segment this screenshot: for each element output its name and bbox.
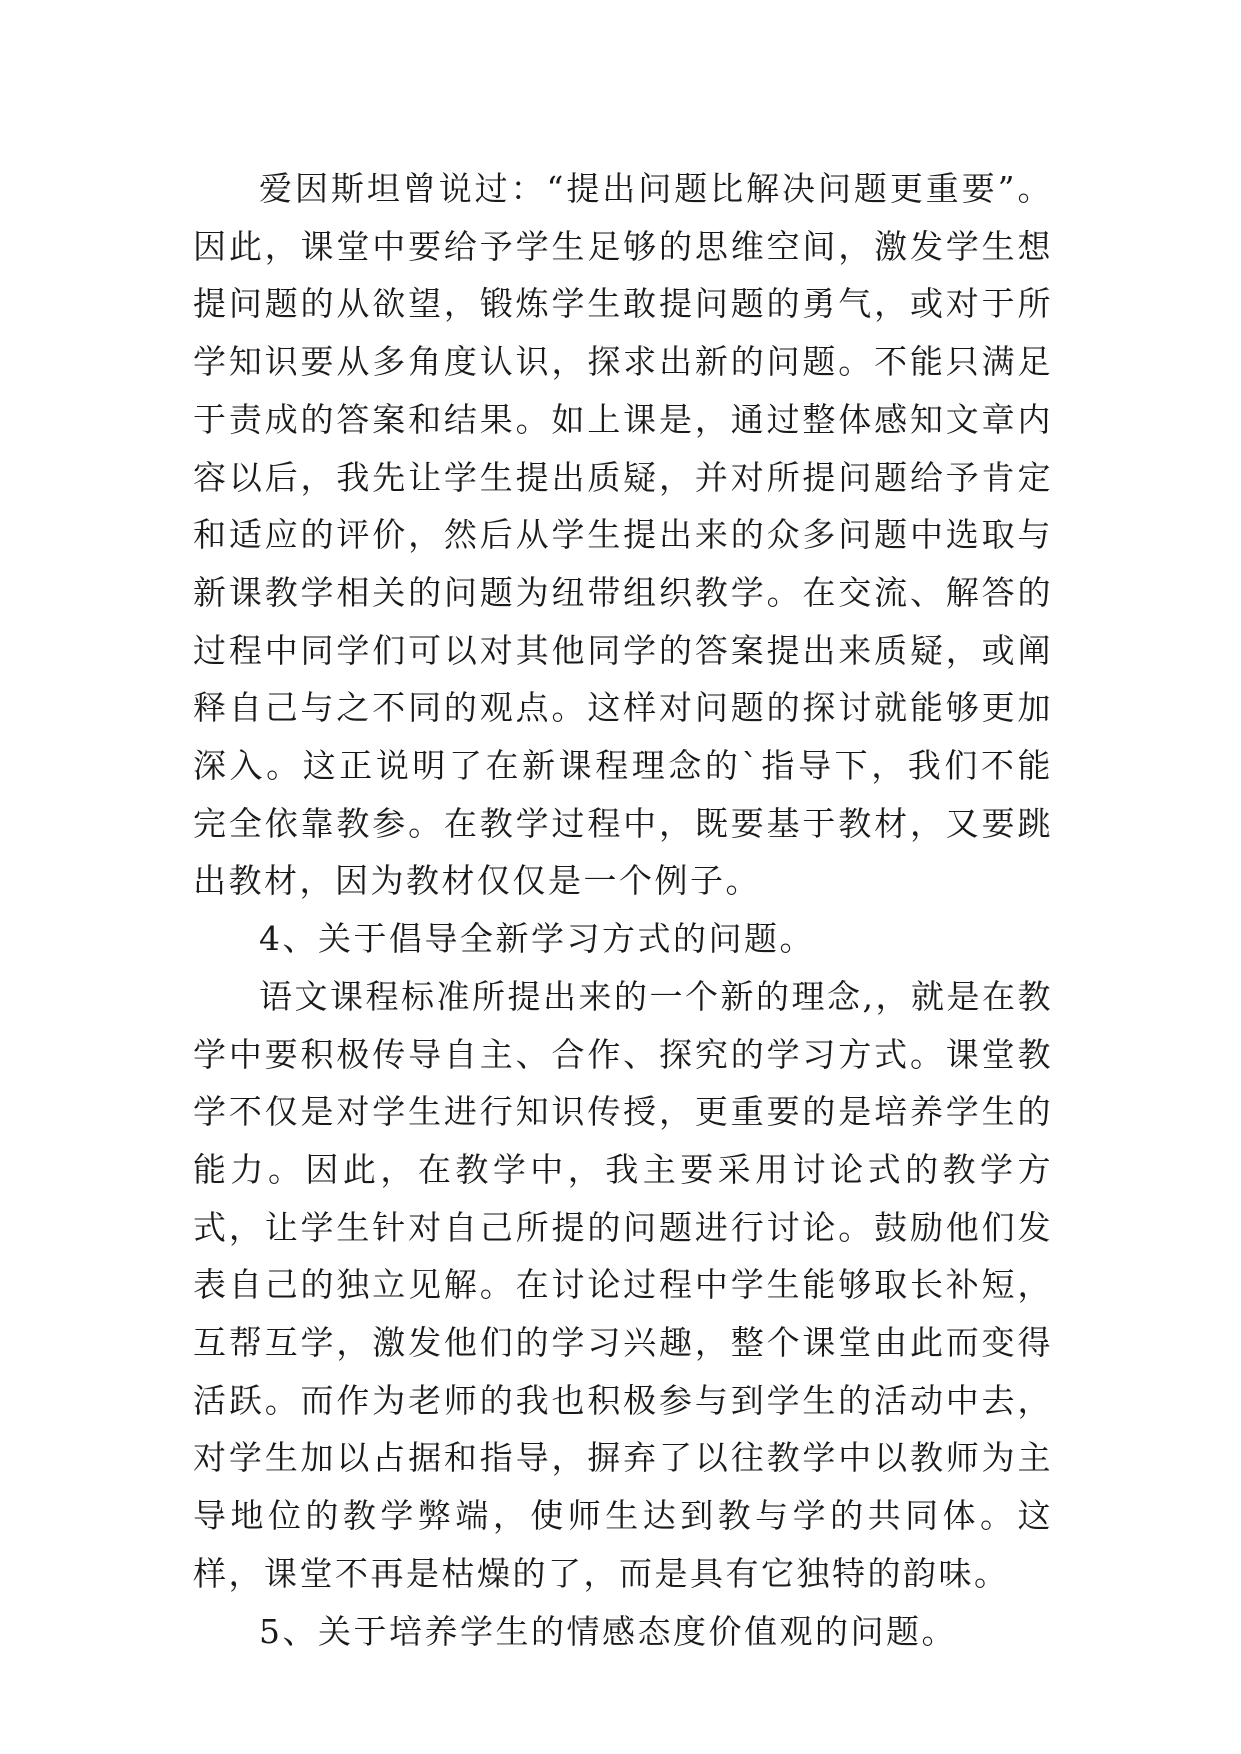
document-page — [193, 160, 1053, 1660]
paragraph-question-importance: 爱因斯坦曾说过：“提出问题比解决问题更重要”。因此，课堂中要给予学生足够的思维空间，激发学生想提问题的从欲望，锻炼学生敢提问题的勇气，或对于所学知识要从多角度认识，探求出新的问题。不能只满足于责成的答案和结果。如上课是，通过整体感知文章内容以后，我先让学生提出质疑，并对所提问题给予肯定和适应的评价，然后从学生提出来的众多问题中选取与新课教学相关的问题为纽带组织教学。在交流、解答的过程中同学们可以对其他同学的答案提出来质疑，或阐释自己与之不同的观点。这样对问题的探讨就能够更加深入。这正说明了在新课程理念的`指导下，我们不能完全依靠教参。在教学过程中，既要基于教材，又要跳出教材，因为教材仅仅是一个例子。 — [193, 169, 1053, 901]
heading-emotional-values: 5、关于培养学生的情感态度价值观的问题。 — [259, 1611, 957, 1651]
paragraph-learning-methods: 语文课程标准所提出来的一个新的理念,，就是在教学中要积极传导自主、合作、探究的学习方式。课堂教学不仅是对学生进行知识传授，更重要的是培养学生的能力。因此，在教学中，我主要采用讨论式的教学方式，让学生针对自己所提的问题进行讨论。鼓励他们发表自己的独立见解。在讨论过程中学生能够取长补短，互帮互学，激发他们的学习兴趣，整个课堂由此而变得活跃。而作为老师的我也积极参与到学生的活动中去，对学生加以占据和指导，摒弃了以往教学中以教师为主导地位的教学弊端，使师生达到教与学的共同体。这样，课堂不再是枯燥的了，而是具有它独特的韵味。 — [193, 976, 1053, 1593]
heading-learning-methods: 4、关于倡导全新学习方式的问题。 — [259, 919, 815, 959]
